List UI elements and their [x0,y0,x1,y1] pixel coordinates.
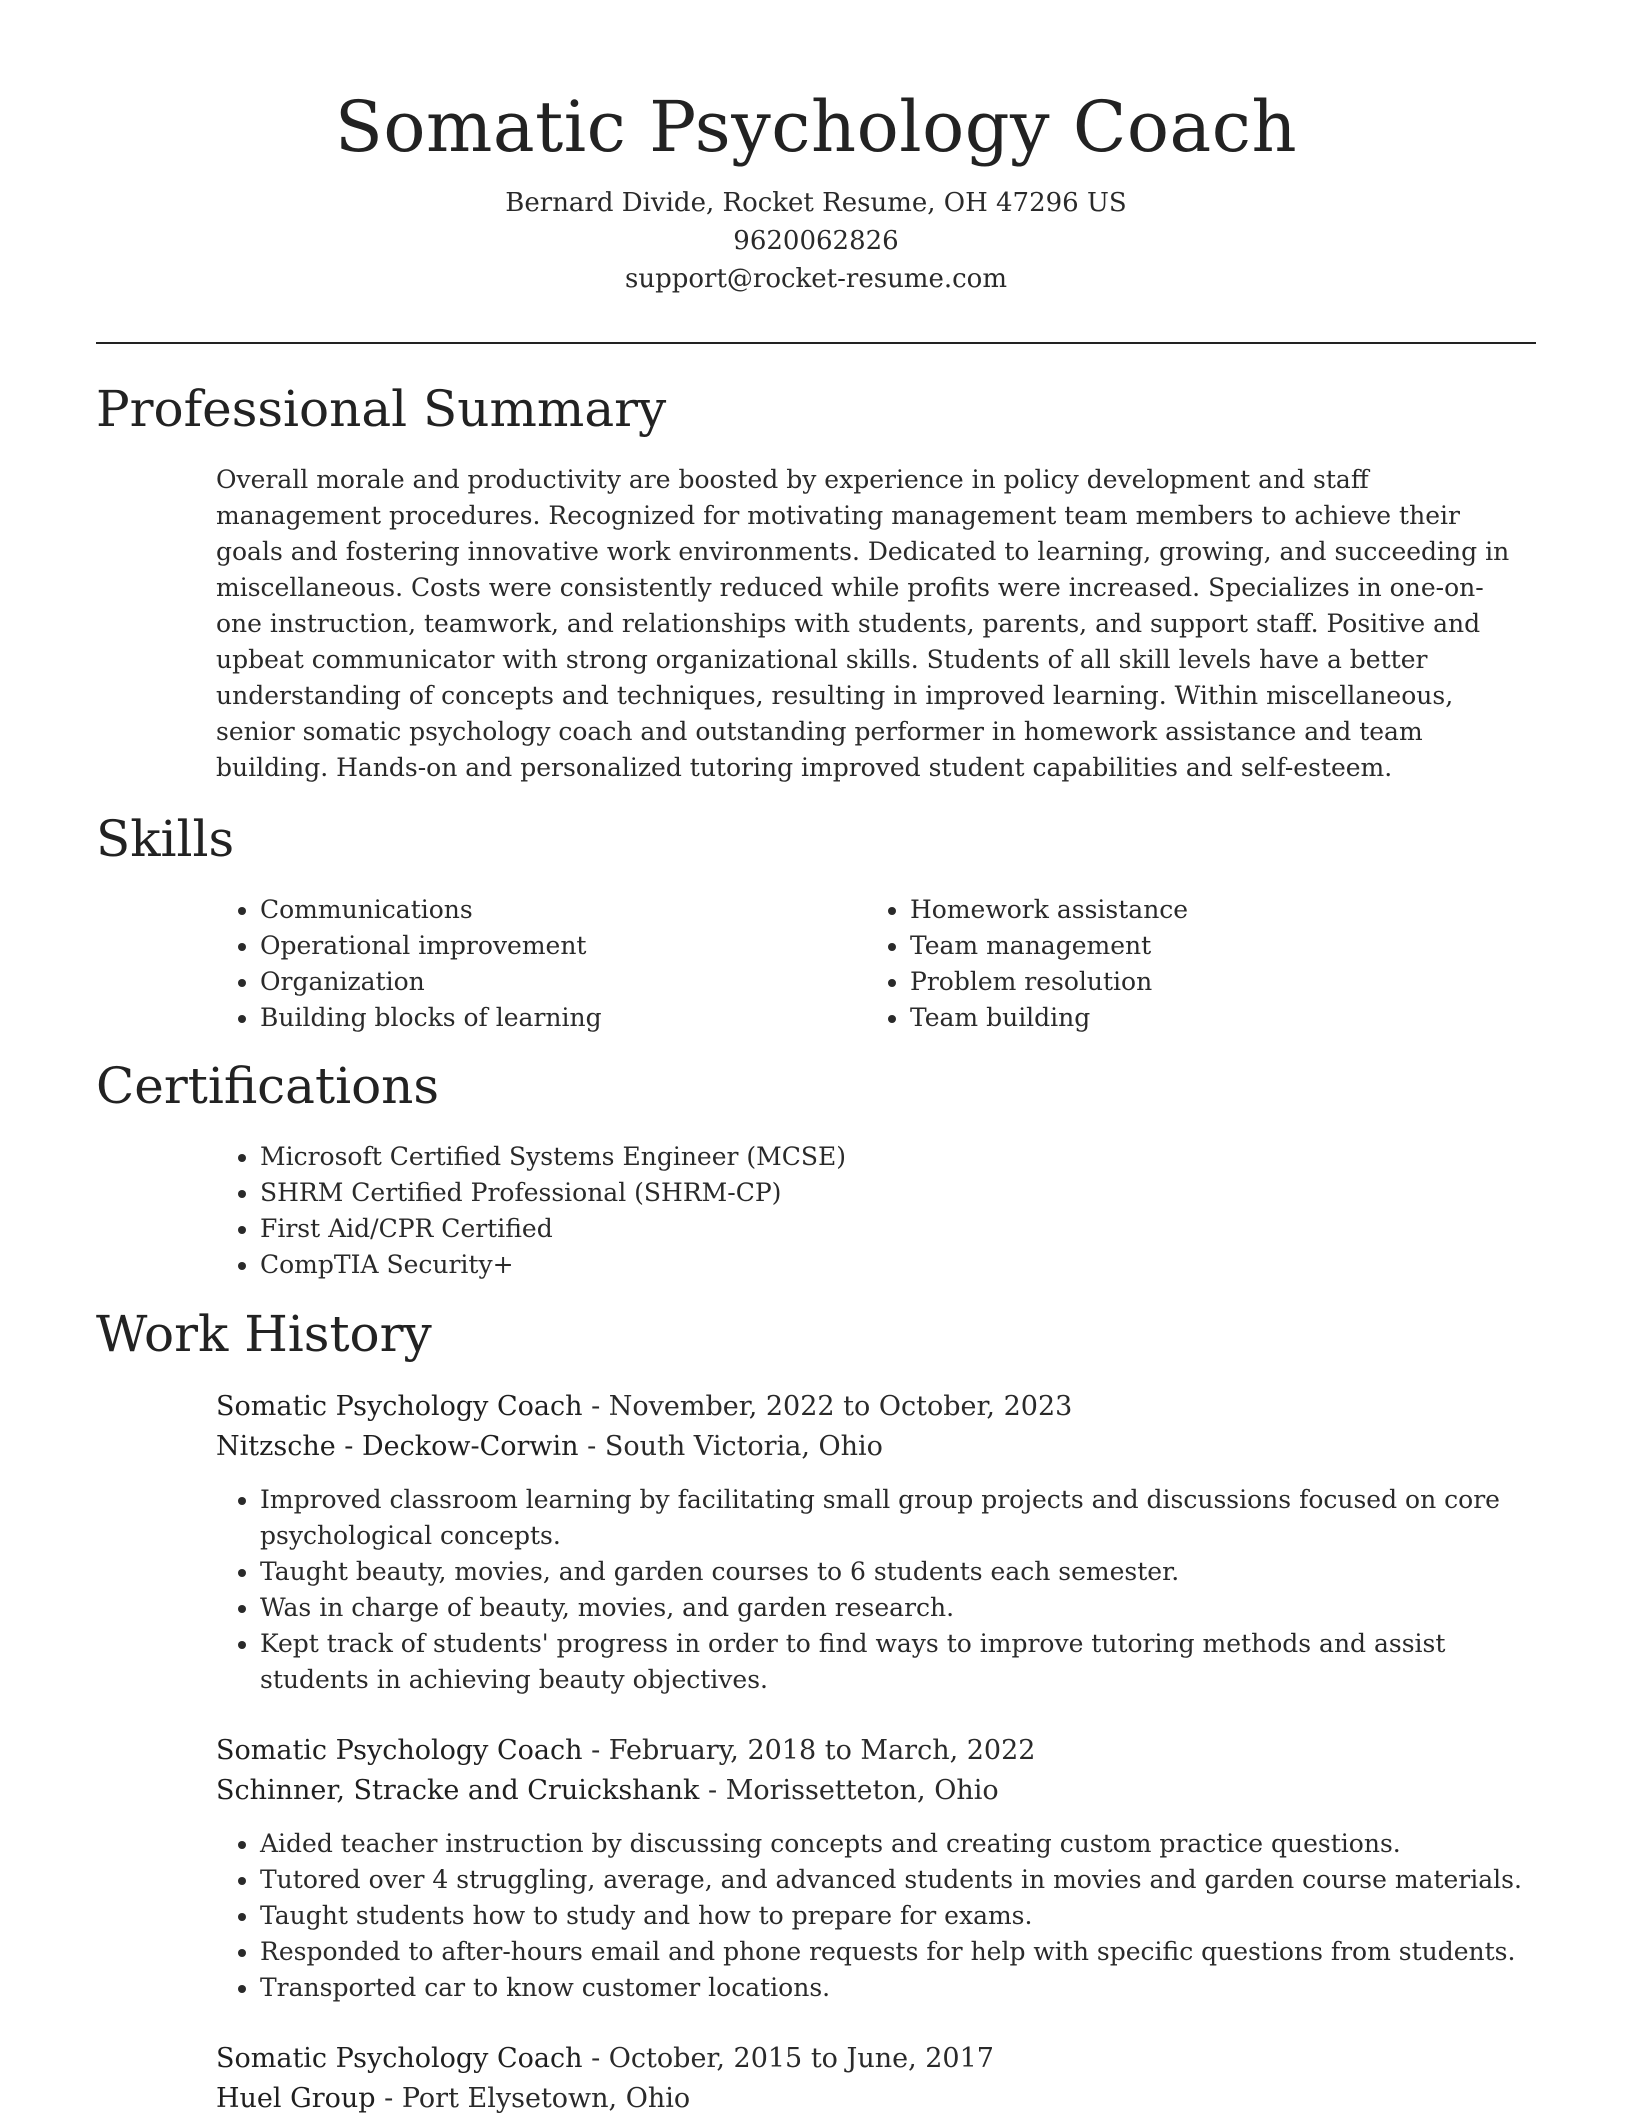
skill-item: • Building blocks of learning [260,1000,836,1036]
job-bullets [216,1826,1536,2006]
skill-item: • Communications [260,892,836,928]
job-bullet: • Aided teacher instruction by discussing concepts and creating custom practice questions. [260,1826,1536,1862]
job-heading: Somatic Psychology Coach - October, 2015 to June, 2017 [216,2043,994,2074]
section-title-work-history: Work History [96,1305,432,1363]
section-title-certifications: Certifications [96,1057,440,1115]
job-role: Somatic Psychology Coach [216,1391,583,1422]
job-dates: November, 2022 to October, 2023 [608,1391,1073,1422]
email: support@rocket-resume.com [624,264,1007,294]
section-title-skills: Skills [96,810,235,868]
job-role: Somatic Psychology Coach [216,1735,583,1766]
certification-item: • SHRM Certified Professional (SHRM-CP) [260,1175,1216,1211]
job-heading: Somatic Psychology Coach - February, 2018 to March, 2022 [216,1735,1036,1766]
job-bullet: • Tutored over 4 struggling, average, and advanced students in movies and garden course materials. [260,1862,1536,1898]
skills-column-left [216,892,836,1036]
header-divider [96,342,1536,344]
certification-item: • Microsoft Certified Systems Engineer (MCSE) [260,1139,1216,1175]
job-bullets [216,1482,1536,1698]
skill-item: • Operational improvement [260,928,836,964]
contact-info [0,184,1632,298]
job-bullet: • Improved classroom learning by facilitating small group projects and discussions focused on core psychological concepts. [260,1482,1536,1554]
job-bullet: • Transported car to know customer locations. [260,1970,1536,2006]
section-title-summary: Professional Summary [96,380,667,438]
job-dates: October, 2015 to June, 2017 [608,2043,994,2074]
phone: 9620062826 [733,226,899,256]
certification-item: • First Aid/CPR Certified [260,1211,1216,1247]
job-employer: Huel Group - Port Elysetown, Ohio [216,2083,691,2114]
job-employer: Schinner, Stracke and Cruickshank - Morissetteton, Ohio [216,1775,999,1806]
job-employer: Nitzsche - Deckow-Corwin - South Victoria, Ohio [216,1431,883,1462]
candidate-name: Somatic Psychology Coach [334,86,1298,168]
job-bullet: • Was in charge of beauty, movies, and garden research. [260,1590,1536,1626]
job-heading: Somatic Psychology Coach - November, 2022 to October, 2023 [216,1391,1073,1422]
certifications-list [216,1139,1216,1283]
skill-item: • Team building [910,1000,1486,1036]
address: Bernard Divide, Rocket Resume, OH 47296 US [505,188,1127,218]
job-dates: February, 2018 to March, 2022 [608,1735,1036,1766]
job-bullet: • Kept track of students' progress in order to find ways to improve tutoring methods and assist students in achieving beauty objectives. [260,1626,1536,1698]
job-company: Huel Group [216,2083,376,2114]
resume-header [0,82,1632,298]
job-company: Schinner, Stracke and Cruickshank [216,1775,700,1806]
skill-item: • Homework assistance [910,892,1486,928]
skill-item: • Organization [260,964,836,1000]
certification-item: • CompTIA Security+ [260,1247,1216,1283]
skill-item: • Problem resolution [910,964,1486,1000]
job-location: South Victoria, Ohio [604,1431,883,1462]
job-location: Morissetteton, Ohio [725,1775,999,1806]
job-company: Nitzsche - Deckow-Corwin [216,1431,579,1462]
job-role: Somatic Psychology Coach [216,2043,583,2074]
skill-item: • Team management [910,928,1486,964]
summary-text: Overall morale and productivity are boosted by experience in policy development and staff management procedures. Recognized for motivating management team members to achieve their goals and fostering innovative work environments. Dedicated to learning, growing, and succeeding in miscellaneous. Costs were consistently reduced while profits were increased. Specializes in one-on-one instruction, teamwork, and relationships with students, parents, and support staff. Positive and upbeat communicator with strong organizational skills. Students of all skill levels have a better understanding of concepts and techniques, resulting in improved learning. Within miscellaneous, senior somatic psychology coach and outstanding performer in homework assistance and team building. Hands-on and personalized tutoring improved student capabilities and self-esteem. [216,465,1510,782]
job-bullet: • Taught students how to study and how to prepare for exams. [260,1898,1536,1934]
job-bullet: • Responded to after-hours email and phone requests for help with specific questions from students. [260,1934,1536,1970]
skills-column-right [866,892,1486,1036]
job-bullet: • Taught beauty, movies, and garden courses to 6 students each semester. [260,1554,1536,1590]
job-location: Port Elysetown, Ohio [401,2083,691,2114]
